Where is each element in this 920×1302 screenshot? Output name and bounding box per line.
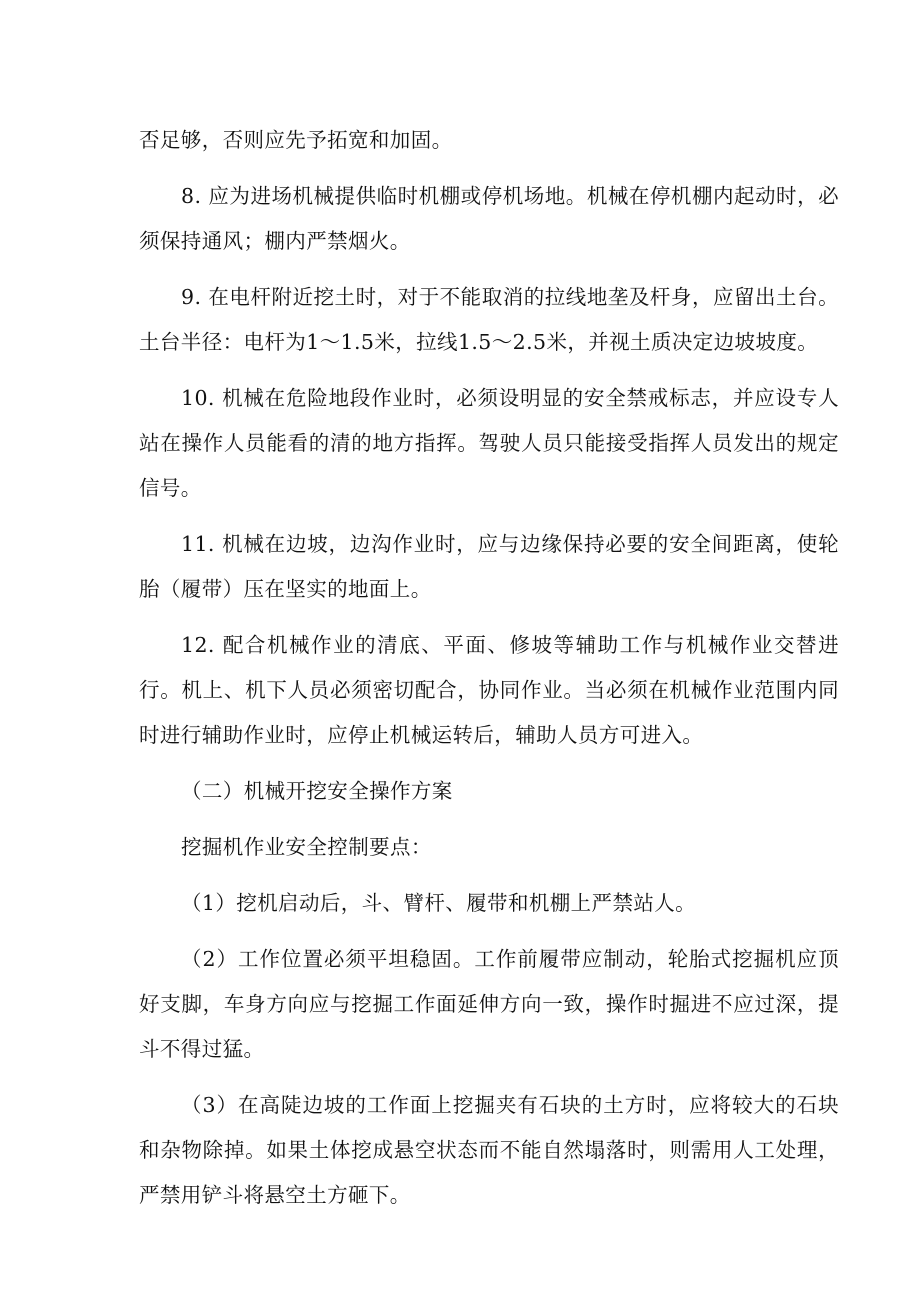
paragraph-item-11: 11. 机械在边坡，边沟作业时，应与边缘保持必要的安全间距离，使轮胎（履带）压在坚实的地面上。 bbox=[139, 532, 839, 601]
subheading: 挖掘机作业安全控制要点： bbox=[181, 835, 432, 859]
control-point-1: （1）挖机启动后，斗、臂杆、履带和机棚上严禁站人。 bbox=[181, 891, 697, 915]
paragraph-item-12: 12. 配合机械作业的清底、平面、修坡等辅助工作与机械作业交替进行。机上、机下人员必须密切配合，协同作业。当必须在机械作业范围内同时进行辅助作业时，应停止机械运转后，辅助人员方可进入。 bbox=[139, 633, 839, 747]
paragraph-continuation: 否足够，否则应先予拓宽和加固。 bbox=[139, 128, 453, 152]
section-heading: （二）机械开挖安全操作方案 bbox=[181, 779, 453, 803]
paragraph-item-10: 10. 机械在危险地段作业时，必须设明显的安全禁戒标志，并应设专人站在操作人员能看的清的地方指挥。驾驶人员只能接受指挥人员发出的规定信号。 bbox=[139, 386, 839, 500]
paragraph-item-9: 9. 在电杆附近挖土时，对于不能取消的拉线地垄及杆身，应留出土台。土台半径：电杆为1～1.5米，拉线1.5～2.5米，并视土质决定边坡坡度。 bbox=[139, 285, 839, 354]
paragraph-item-8: 8. 应为进场机械提供临时机棚或停机场地。机械在停机棚内起动时，必须保持通风；棚内严禁烟火。 bbox=[139, 184, 839, 253]
control-point-3: （3）在高陡边坡的工作面上挖掘夹有石块的土方时，应将较大的石块和杂物除掉。如果土体挖成悬空状态而不能自然塌落时，则需用人工处理，严禁用铲斗将悬空土方砸下。 bbox=[139, 1093, 839, 1207]
control-point-2: （2）工作位置必须平坦稳固。工作前履带应制动，轮胎式挖掘机应顶好支脚，车身方向应与挖掘工作面延伸方向一致，操作时掘进不应过深，提斗不得过猛。 bbox=[139, 947, 839, 1061]
document-body bbox=[139, 118, 839, 1229]
